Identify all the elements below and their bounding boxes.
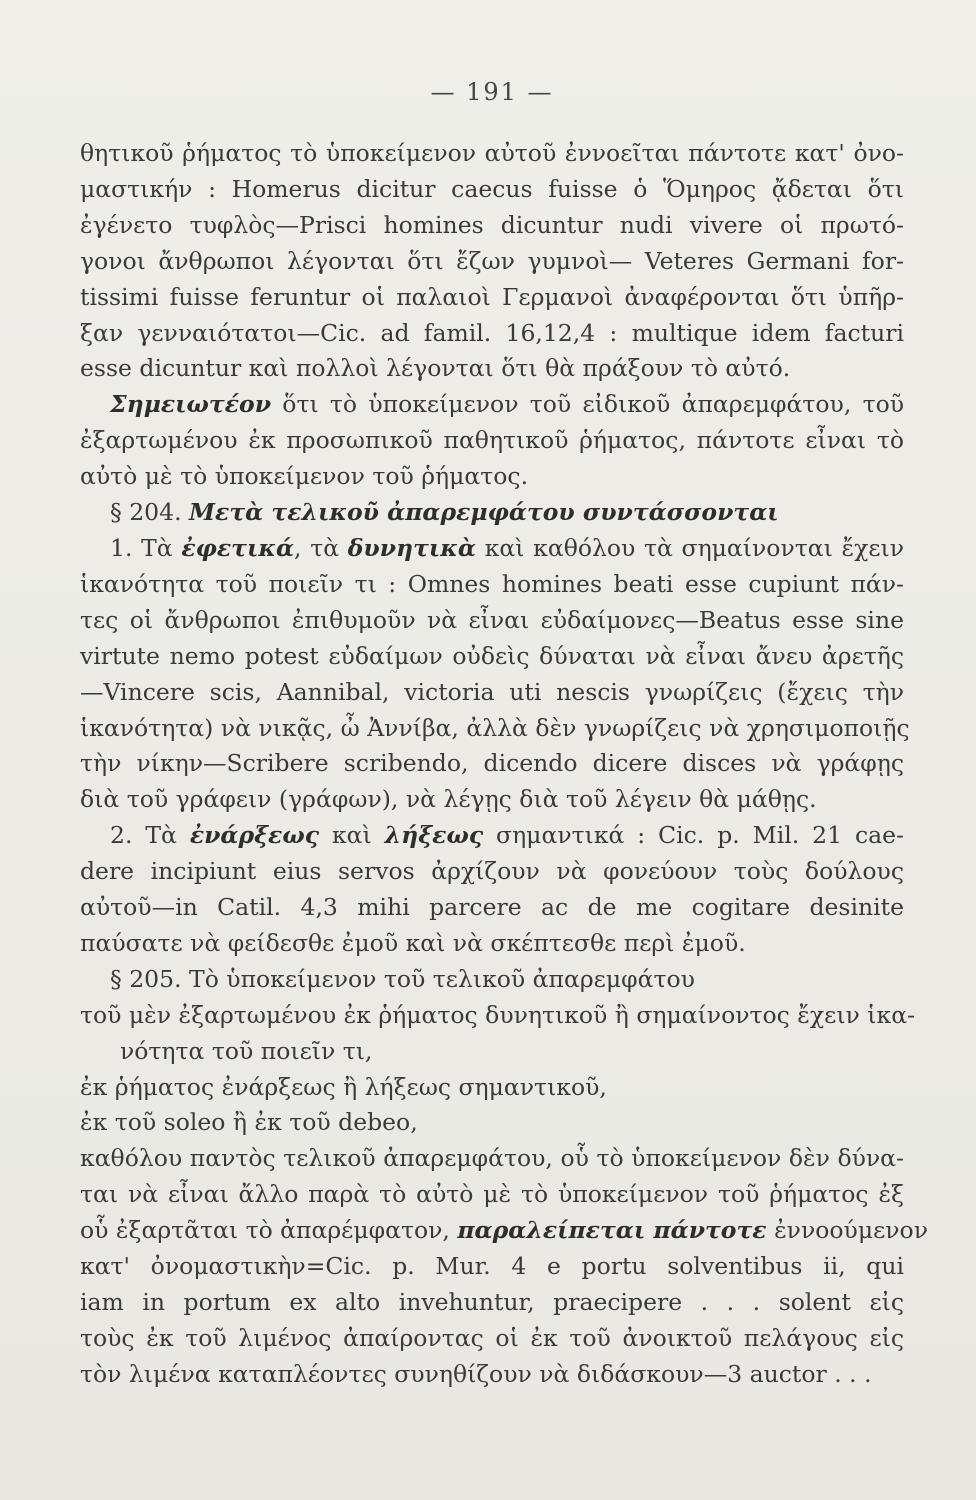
text-line: ἐξαρτωμένου ἐκ προσωπικοῦ παθητικοῦ ῥήματος, πάντοτε εἶναι τὸ [80, 426, 904, 455]
emphasized-term: ἐφετικά [181, 533, 295, 562]
text-line: ται νὰ εἶναι ἄλλο παρὰ τὸ αὐτὸ μὲ τὸ ὑποκείμενον τοῦ ῥήματος ἐξ [80, 1180, 904, 1209]
emphasized-term: δυνητικὰ [347, 533, 477, 562]
text-line: γονοι ἄνθρωποι λέγονται ὅτι ἔζων γυμνοὶ— Veteres Germani for- [80, 246, 904, 275]
text-line: αὐτὸ μὲ τὸ ὑποκείμενον τοῦ ῥήματος. [80, 462, 529, 491]
emphasized-term: λήξεως [384, 821, 484, 850]
text-line: θητικοῦ ῥήματος τὸ ὑποκείμενον αὐτοῦ ἐννοεῖται πάντοτε κατ' ὀνο- [80, 139, 904, 167]
text-line: 1. Τὰ ἐφετικά, τὰ δυνητικὰ καὶ καθόλου τὰ σημαίνονται ἔχειν [110, 533, 905, 562]
text-line: παύσατε νὰ φείδεσθε ἐμοῦ καὶ νὰ σκέπτεσθε περὶ ἐμοῦ. [80, 928, 746, 957]
text-line: ἱκανότητα τοῦ ποιεῖν τι : Omnes homines beati esse cupiunt πάν- [80, 569, 904, 598]
text-line: ἱκανότητα) νὰ νικᾷς, ὦ Ἀννίβα, ἀλλὰ δὲν γνωρίζεις νὰ χρησιμοποιῇς [80, 713, 910, 742]
text-line: τες οἱ ἄνθρωποι ἐπιθυμοῦν νὰ εἶναι εὐδαίμονες—Beatus esse sine [80, 605, 904, 634]
text-line: νότητα τοῦ ποιεῖν τι, [120, 1036, 373, 1065]
emphasized-term: παραλείπεται πάντοτε [457, 1216, 767, 1245]
emphasized-term: Μετὰ τελικοῦ ἀπαρεμφάτου συντάσσονται [189, 498, 779, 527]
emphasized-term: Σημειωτέον [110, 390, 272, 419]
text-line: tissimi fuisse feruntur οἱ παλαιοὶ Γερμανοὶ ἀναφέρονται ὅτι ὑπῆρ- [80, 282, 904, 311]
text-line: κατ' ὀνομαστικὴν=Cic. p. Mur. 4 e portu solventibus ii, qui [80, 1252, 904, 1281]
text-line: ἐκ τοῦ soleo ἢ ἐκ τοῦ debeo, [80, 1108, 418, 1137]
text-line: τοῦ μὲν ἐξαρτωμένου ἐκ ῥήματος δυνητικοῦ ἢ σημαίνοντος ἔχειν ἱκα- [80, 1000, 916, 1029]
text-line: § 204. Μετὰ τελικοῦ ἀπαρεμφάτου συντάσσονται [110, 498, 779, 527]
text-line: dere incipiunt eius servos ἀρχίζουν νὰ φονεύουν τοὺς δούλους [80, 857, 904, 886]
page-number: — 191 — [430, 78, 554, 106]
text-line: virtute nemo potest εὐδαίμων οὐδεὶς δύναται νὰ εἶναι ἄνευ ἀρετῆς [80, 641, 904, 670]
text-line: τοὺς ἐκ τοῦ λιμένος ἀπαίροντας οἱ ἐκ τοῦ ἀνοικτοῦ πελάγους εἰς [80, 1323, 904, 1352]
text-line: καθόλου παντὸς τελικοῦ ἀπαρεμφάτου, οὗ τὸ ὑποκείμενον δὲν δύνα- [80, 1144, 904, 1173]
text-line: Σημειωτέον ὅτι τὸ ὑποκείμενον τοῦ εἰδικοῦ ἀπαρεμφάτου, τοῦ [110, 390, 904, 419]
text-line: esse dicuntur καὶ πολλοὶ λέγονται ὅτι θὰ πράξουν τὸ αὐτό. [80, 354, 791, 383]
text-line: αὐτοῦ—in Catil. 4,3 mihi parcere ac de me cogitare desinite [80, 893, 904, 922]
text-line: τὸν λιμένα καταπλέοντες συνηθίζουν νὰ διδάσκουν—3 auctor . . . [80, 1359, 872, 1388]
text-line: διὰ τοῦ γράφειν (γράφων), νὰ λέγῃς διὰ τοῦ λέγειν θὰ μάθῃς. [80, 785, 817, 814]
text-line: τὴν νίκην—Scribere scribendo, dicendo dicere disces νὰ γράφῃς [80, 749, 904, 778]
text-line: 2. Τὰ ἐνάρξεως καὶ λήξεως σημαντικά : Cic. p. Mil. 21 cae- [110, 821, 905, 850]
text-line: iam in portum ex alto invehuntur, praecipere . . . solent εἰς [80, 1288, 904, 1316]
emphasized-term: ἐνάρξεως [189, 821, 320, 850]
text-line: ἐγένετο τυφλὸς—Prisci homines dicuntur nudi vivere οἱ πρωτό- [80, 210, 904, 239]
text-body [80, 136, 928, 1393]
text-line: ἐκ ῥήματος ἐνάρξεως ἢ λήξεως σημαντικοῦ, [80, 1072, 607, 1101]
text-line: —Vincere scis, Aannibal, victoria uti nescis γνωρίζεις (ἔχεις τὴν [80, 677, 904, 706]
text-line: μαστικήν : Homerus dicitur caecus fuisse ὁ Ὅμηρος ᾄδεται ὅτι [80, 174, 904, 203]
text-line: § 205. Τὸ ὑποκείμενον τοῦ τελικοῦ ἀπαρεμφάτου [110, 964, 695, 993]
text-line: οὗ ἐξαρτᾶται τὸ ἀπαρέμφατον, παραλείπεται πάντοτε ἐννοούμενον [80, 1216, 928, 1245]
text-line: ξαν γενναιότατοι—Cic. ad famil. 16,12,4 : multique idem facturi [80, 318, 904, 347]
